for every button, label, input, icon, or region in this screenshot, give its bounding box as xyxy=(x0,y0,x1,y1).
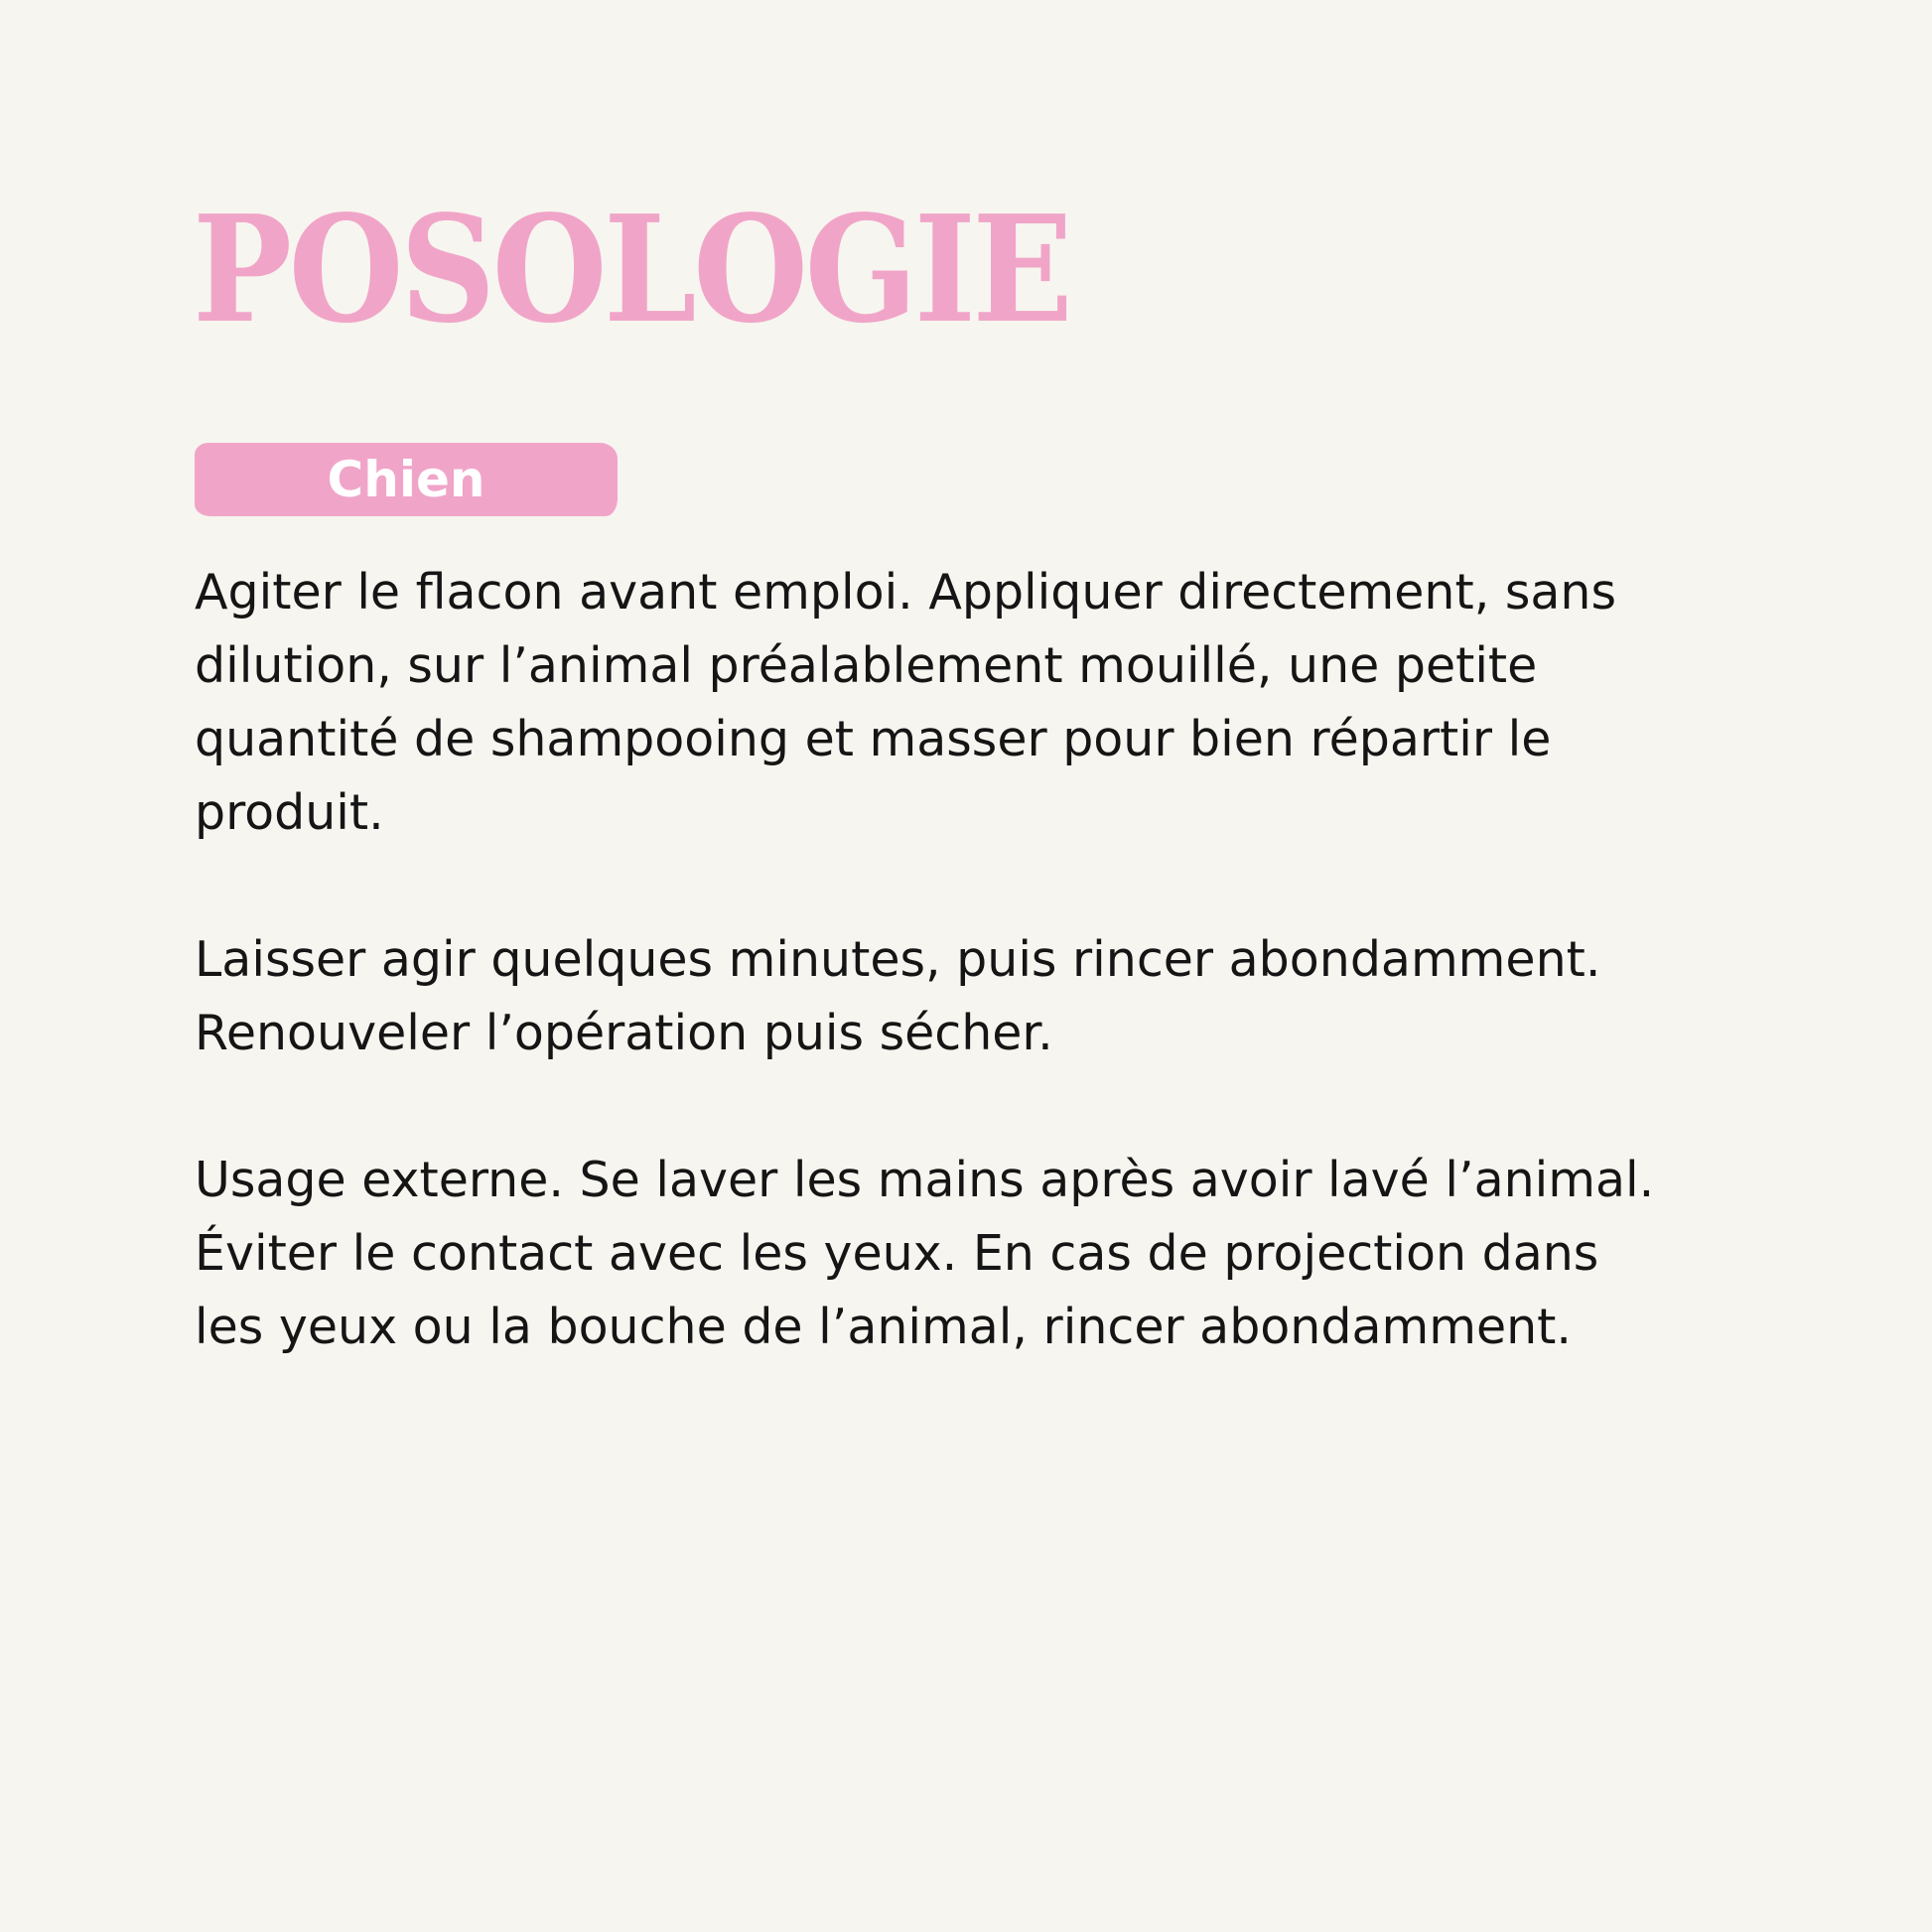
instructions-paragraph-application xyxy=(195,556,1783,850)
text-line: dilution, sur l’animal préalablement mouillé, une petite xyxy=(195,637,1538,694)
text-line: Renouveler l’opération puis sécher. xyxy=(195,1005,1053,1061)
page-title: POSOLOGIE xyxy=(193,183,1070,355)
instructions-paragraph-precautions xyxy=(195,1144,1783,1364)
text-line: Usage externe. Se laver les mains après avoir lavé l’animal. xyxy=(195,1152,1655,1208)
text-line: quantité de shampooing et masser pour bien répartir le xyxy=(195,711,1552,767)
text-line: les yeux ou la bouche de l’animal, rincer abondamment. xyxy=(195,1299,1572,1355)
paragraph-spacer xyxy=(195,1070,1783,1144)
instructions-paragraph-rinse xyxy=(195,923,1783,1070)
text-line: Agiter le flacon avant emploi. Appliquer directement, sans xyxy=(195,564,1616,621)
paragraph-spacer xyxy=(195,850,1783,923)
text-line: Laisser agir quelques minutes, puis rincer abondamment. xyxy=(195,931,1601,988)
species-tag-chien: Chien xyxy=(195,443,618,516)
dosage-instructions xyxy=(195,556,1783,1364)
text-line: Éviter le contact avec les yeux. En cas de projection dans xyxy=(195,1225,1599,1282)
text-line: produit. xyxy=(195,784,384,841)
